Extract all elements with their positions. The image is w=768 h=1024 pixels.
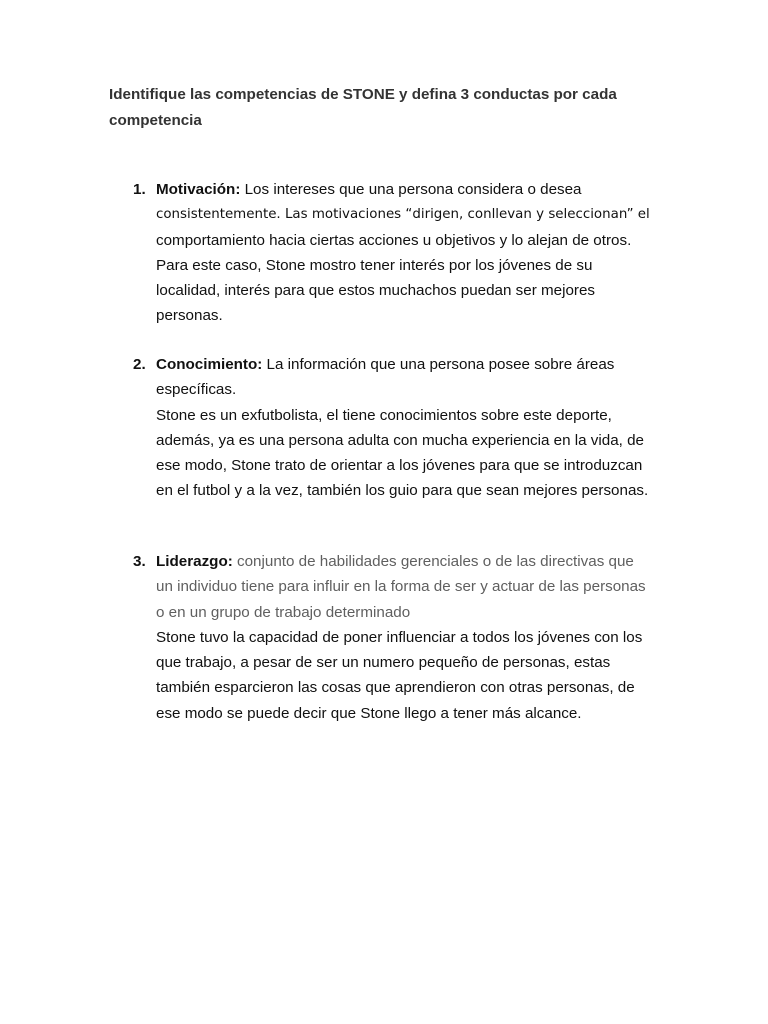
explanation-line: ese modo se puede decir que Stone llego a tener más alcance. [156,704,582,722]
explanation-line: en el futbol y a la vez, también los guio para que sean mejores personas. [156,482,649,500]
competency-term: Motivación: [156,181,241,198]
definition-line: consistentemente. Las motivaciones “dirigen, conllevan y seleccionan” el [156,207,650,223]
explanation-line: Para este caso, Stone mostro tener interés por los jóvenes de su [156,256,593,274]
definition-line [156,549,662,574]
definition-line: específicas. [156,381,237,399]
definition-line [156,177,662,202]
explanation-line: también esparcieron las cosas que aprendieron con otras personas, de [156,679,635,697]
explanation-line: que trabajo, a pesar de ser un numero pequeño de personas, estas [156,654,611,672]
competency-term: Conocimiento: [156,356,263,373]
definition-line: o en un grupo de trabajo determinado [156,603,411,621]
definition-text: conjunto de habilidades gerenciales o de las directivas que [232,553,634,570]
definition-text: Los intereses que una persona considera o desea [240,181,582,198]
document-heading [109,82,669,134]
heading-line: Identifique las competencias de STONE y defina 3 conductas por cada [109,86,617,103]
list-item-body [156,352,662,504]
definition-line: comportamiento hacia ciertas acciones u objetivos y lo alejan de otros. [156,231,632,249]
list-item-body [156,549,662,726]
list-item-body [156,177,662,329]
definition-line: un individuo tiene para influir en la forma de ser y actuar de las personas [156,578,646,596]
explanation-line: personas. [156,307,223,325]
list-item-number: 1. [133,181,146,198]
definition-text: La información que una persona posee sobre áreas [262,356,615,373]
explanation-line: ese modo, Stone trato de orientar a los jóvenes para que se introduzcan [156,457,643,475]
list-item-number: 2. [133,356,146,373]
explanation-line: localidad, interés para que estos muchachos puedan ser mejores [156,282,596,300]
heading-line: competencia [109,112,202,129]
explanation-line: además, ya es una persona adulta con mucha experiencia en la vida, de [156,431,645,449]
explanation-line: Stone es un exfutbolista, el tiene conocimientos sobre este deporte, [156,406,612,424]
definition-line [156,352,662,377]
list-item-number: 3. [133,553,146,570]
competency-term: Liderazgo: [156,553,233,570]
explanation-line: Stone tuvo la capacidad de poner influenciar a todos los jóvenes con los [156,628,643,646]
